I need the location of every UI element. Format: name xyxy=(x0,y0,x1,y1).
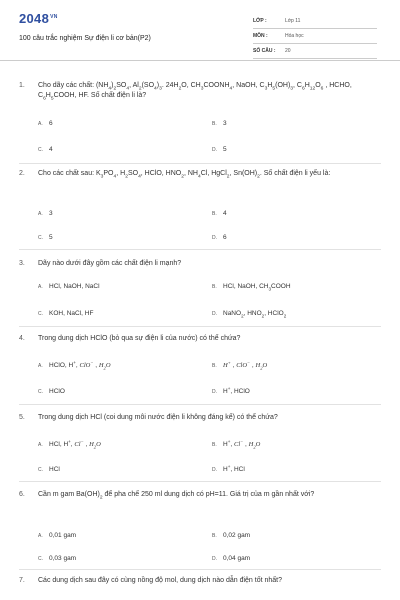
answer-option-d[interactable] xyxy=(212,234,227,241)
option-letter: B. xyxy=(212,441,217,448)
question-divider xyxy=(19,481,381,482)
answer-option-c[interactable] xyxy=(38,466,60,473)
question-header xyxy=(19,169,381,179)
question-text: Trong dung dịch HClO (bỏ qua sự điện li của nước) có thể chứa? xyxy=(38,335,241,342)
document-meta-table xyxy=(253,14,377,59)
question-6 xyxy=(19,490,381,500)
question-number: 2. xyxy=(19,170,25,177)
question-text: Cho dãy các chất: $(NH_4)_2SO_4$, $Al_2(SO_4)_3$. $24H_2O$, $CH_3COONH_4$, NaOH, $C_3H_5(OH)_3$, $C_6H_{12}O_6$ , HCHO, $C_6H_5COOH$, HF. Số chất điện li là? xyxy=(38,82,352,102)
option-text: H+, HCl xyxy=(223,463,245,473)
option-text: 5 xyxy=(49,234,53,241)
question-divider xyxy=(19,249,381,250)
answer-option-c[interactable] xyxy=(38,555,76,562)
option-letter: A. xyxy=(38,441,43,448)
question-5 xyxy=(19,413,381,423)
option-letter: C. xyxy=(38,388,43,395)
meta-value: Hóa học xyxy=(285,33,304,39)
question-text: Cho các chất sau: $K_3PO_4$, $H_2SO_4$, HClO, $HNO_2$, $NH_4Cl$, HgCl$_2$, $Sn(OH)_2$. Số chất điện li yếu là: xyxy=(38,170,331,180)
option-letter: B. xyxy=(212,362,217,369)
option-letter: D. xyxy=(212,234,217,241)
document-title: 100 câu trắc nghiệm Sự điện li cơ bản(P2) xyxy=(19,35,151,42)
option-letter: D. xyxy=(212,388,217,395)
option-text: KOH, NaCl, HF xyxy=(49,310,94,317)
option-text: 0,03 gam xyxy=(49,555,77,562)
option-text: H+, HClO xyxy=(223,385,250,395)
meta-label: MÔN : xyxy=(253,33,268,39)
answer-option-a[interactable] xyxy=(38,359,111,371)
answer-option-a[interactable] xyxy=(38,210,53,217)
site-logo[interactable] xyxy=(19,11,58,26)
question-1 xyxy=(19,81,381,101)
option-letter: A. xyxy=(38,120,43,127)
question-divider xyxy=(19,326,381,327)
meta-row-subject xyxy=(253,29,377,44)
option-text: HCl xyxy=(49,466,60,473)
question-number: 1. xyxy=(19,82,25,89)
meta-row-count xyxy=(253,44,377,59)
option-text: HClO xyxy=(49,388,65,395)
option-text: HClO, H+, ClO− , $H_2O$ xyxy=(49,359,111,371)
option-text: 6 xyxy=(223,234,227,241)
option-letter: A. xyxy=(38,210,43,217)
question-header xyxy=(19,259,381,269)
answer-option-a[interactable] xyxy=(38,283,100,290)
answer-option-b[interactable] xyxy=(212,210,227,217)
answer-option-b[interactable] xyxy=(212,120,227,127)
answer-option-d[interactable] xyxy=(212,463,245,473)
header-divider xyxy=(0,60,400,61)
question-text: Dãy nào dưới đây gồm các chất điện li mạnh? xyxy=(38,260,182,267)
option-letter: D. xyxy=(212,310,217,317)
option-letter: A. xyxy=(38,283,43,290)
option-letter: B. xyxy=(212,120,217,127)
option-text: 0,01 gam xyxy=(49,532,77,539)
question-divider xyxy=(19,569,381,570)
question-header xyxy=(19,413,381,423)
question-header xyxy=(19,576,381,586)
option-text: 6 xyxy=(49,120,53,127)
option-letter: D. xyxy=(212,466,217,473)
option-letter: B. xyxy=(212,532,217,539)
question-text: Trong dung dịch HCl (coi dung môi nước điện li không đáng kể) có thể chứa? xyxy=(38,414,278,421)
answer-option-b[interactable] xyxy=(212,532,250,539)
answer-option-b[interactable] xyxy=(212,359,268,371)
answer-option-b[interactable] xyxy=(212,438,261,450)
option-text: 5 xyxy=(223,146,227,153)
option-text: HCl, NaOH, $CH_3COOH$ xyxy=(223,283,291,292)
meta-label: SỐ CÂU : xyxy=(253,48,276,54)
question-number: 6. xyxy=(19,491,25,498)
meta-value: 20 xyxy=(285,48,291,54)
option-text: 0,04 gam xyxy=(223,555,251,562)
answer-option-d[interactable] xyxy=(212,146,227,153)
answer-option-a[interactable] xyxy=(38,120,53,127)
question-7 xyxy=(19,576,381,586)
answer-option-c[interactable] xyxy=(38,310,93,317)
option-letter: C. xyxy=(38,466,43,473)
option-letter: D. xyxy=(212,146,217,153)
option-text: 0,02 gam xyxy=(223,532,251,539)
option-letter: C. xyxy=(38,555,43,562)
answer-option-c[interactable] xyxy=(38,234,53,241)
answer-option-b[interactable] xyxy=(212,283,291,290)
answer-option-c[interactable] xyxy=(38,388,65,395)
option-letter: D. xyxy=(212,555,217,562)
question-3 xyxy=(19,259,381,269)
question-header xyxy=(19,334,381,344)
question-header xyxy=(19,81,381,101)
logo-text: 2048 xyxy=(19,11,50,26)
option-text: 4 xyxy=(49,146,53,153)
option-text: H+ , ClO− , $H_2O$ xyxy=(223,359,268,371)
answer-option-d[interactable] xyxy=(212,310,286,317)
question-text: Cần m gam $Ba(OH)_2$ để pha chế 250 ml dung dịch có pH=11. Giá trị của m gần nhất với? xyxy=(38,491,315,501)
option-letter: A. xyxy=(38,532,43,539)
question-divider xyxy=(19,163,381,164)
meta-row-class xyxy=(253,14,377,29)
question-header xyxy=(19,490,381,500)
option-letter: C. xyxy=(38,146,43,153)
answer-option-a[interactable] xyxy=(38,532,76,539)
question-number: 7. xyxy=(19,577,25,584)
answer-option-d[interactable] xyxy=(212,385,250,395)
option-text: 3 xyxy=(223,120,227,127)
question-text: Các dung dịch sau đây có cùng nồng độ mol, dung dịch nào dẫn điện tốt nhất? xyxy=(38,577,283,584)
option-text: HCl, H+, Cl− , $H_2O$ xyxy=(49,438,101,450)
option-text: 3 xyxy=(49,210,53,217)
question-number: 3. xyxy=(19,260,25,267)
logo-suffix: VN xyxy=(50,13,58,20)
question-2 xyxy=(19,169,381,179)
meta-value: Lớp 11 xyxy=(285,18,301,24)
answer-option-c[interactable] xyxy=(38,146,53,153)
option-text: H+, Cl− , $H_2O$ xyxy=(223,438,261,450)
question-4 xyxy=(19,334,381,344)
option-text: 4 xyxy=(223,210,227,217)
option-letter: C. xyxy=(38,234,43,241)
answer-option-d[interactable] xyxy=(212,555,250,562)
meta-label: LỚP : xyxy=(253,18,267,24)
option-text: HCl, NaOH, NaCl xyxy=(49,283,100,290)
option-letter: B. xyxy=(212,283,217,290)
option-letter: C. xyxy=(38,310,43,317)
option-text: NaNO$_2$, $HNO_2$, HClO$_2$ xyxy=(223,310,287,319)
option-letter: B. xyxy=(212,210,217,217)
answer-option-a[interactable] xyxy=(38,438,101,450)
question-divider xyxy=(19,404,381,405)
option-letter: A. xyxy=(38,362,43,369)
question-number: 5. xyxy=(19,414,25,421)
question-number: 4. xyxy=(19,335,25,342)
